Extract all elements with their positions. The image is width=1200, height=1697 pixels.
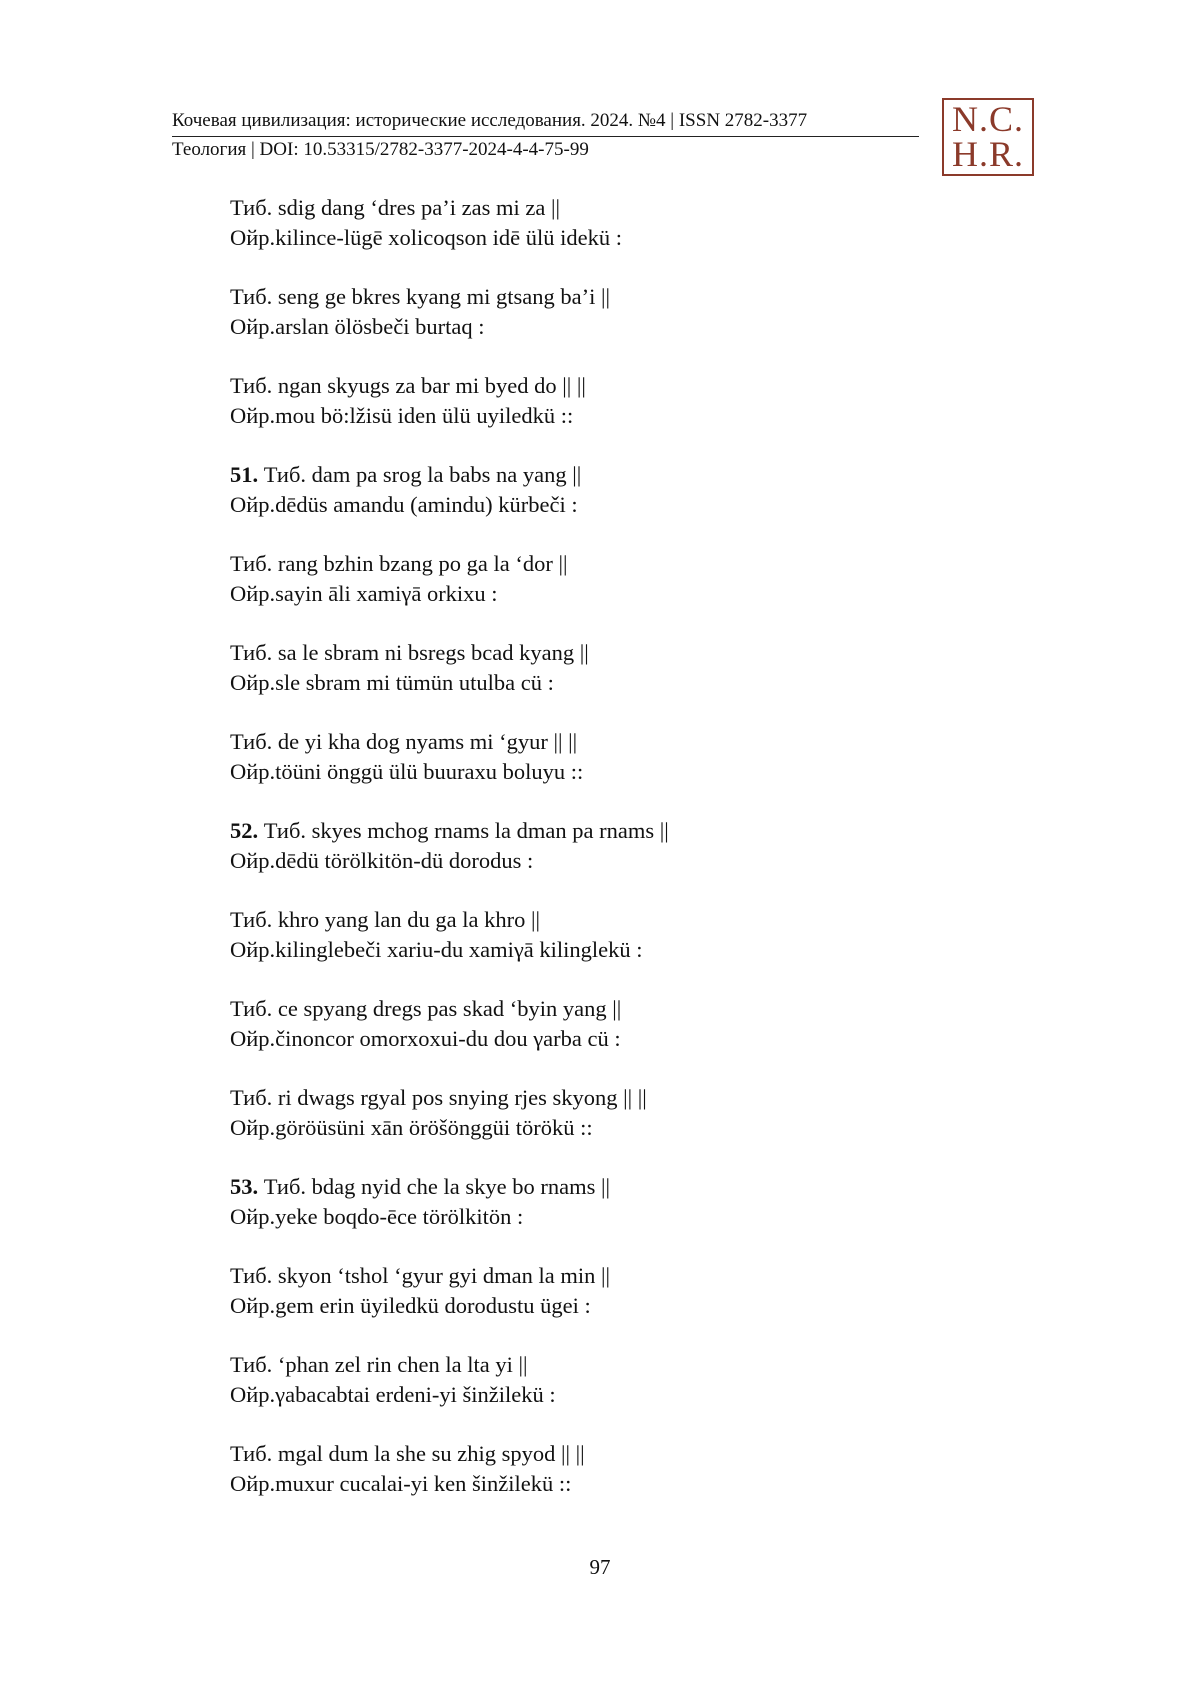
tibetan-line	[230, 193, 1050, 223]
oirat-line: Ойр.kilinglebeči xariu-du xamiγā kilinglekü :	[230, 936, 643, 962]
oirat-line: Ойр.kilince-lügē xolicoqson idē ülü idekü :	[230, 224, 622, 250]
tibetan-text: Тиб. de yi kha dog nyams mi ‘gyur || ||	[230, 729, 578, 754]
tibetan-line	[230, 1439, 1050, 1469]
stanza-number: 51.	[230, 462, 259, 487]
oirat-line: Ойр.mou bö:lžisü iden ülü uyiledkü ::	[230, 402, 574, 428]
tibetan-text: Тиб. ri dwags rgyal pos snying rjes skyong || ||	[230, 1085, 647, 1110]
tibetan-line	[230, 1261, 1050, 1291]
stanza	[230, 549, 1050, 638]
tibetan-line	[230, 994, 1050, 1024]
tibetan-line	[230, 371, 1050, 401]
oirat-line: Ойр.arslan ölösbeči burtaq :	[230, 313, 485, 339]
stanza	[230, 282, 1050, 371]
tibetan-text: Тиб. ce spyang dregs pas skad ‘byin yang ||	[230, 996, 622, 1021]
tibetan-line	[230, 638, 1050, 668]
stanza	[230, 371, 1050, 460]
section-doi: Теология | DOI: 10.53315/2782-3377-2024-4-4-75-99	[172, 139, 589, 160]
stanza	[230, 460, 1050, 549]
stanza	[230, 994, 1050, 1083]
stanza	[230, 193, 1050, 282]
journal-title: Кочевая цивилизация: исторические исследования. 2024. №4 | ISSN 2782-3377	[172, 108, 919, 137]
oirat-line: Ойр.činoncor omorxoxui-du dou γarba cü :	[230, 1025, 621, 1051]
tibetan-text: Тиб. skyon ‘tshol ‘gyur gyi dman la min ||	[230, 1263, 611, 1288]
stanza	[230, 816, 1050, 905]
tibetan-line	[230, 282, 1050, 312]
tibetan-line	[230, 549, 1050, 579]
tibetan-text: Тиб. khro yang lan du ga la khro ||	[230, 907, 540, 932]
oirat-line: Ойр.dēdü törölkitön-dü dorodus :	[230, 847, 534, 873]
stanza	[230, 1083, 1050, 1172]
tibetan-text: Тиб. dam pa srog la babs na yang ||	[258, 462, 582, 487]
stanza	[230, 1350, 1050, 1439]
tibetan-text: Тиб. ‘phan zel rin chen la lta yi ||	[230, 1352, 528, 1377]
tibetan-text: Тиб. skyes mchog rnams la dman pa rnams ||	[258, 818, 669, 843]
tibetan-line	[230, 905, 1050, 935]
tibetan-line	[230, 727, 1050, 757]
oirat-line: Ойр.göröüsüni xān öröšönggüi törökü ::	[230, 1114, 593, 1140]
oirat-line: Ойр.gem erin üyiledkü dorodustu ügei :	[230, 1292, 591, 1318]
oirat-line: Ойр.töüni önggü ülü buuraxu boluyu ::	[230, 758, 584, 784]
stanza	[230, 727, 1050, 816]
oirat-line: Ойр.sayin āli xamiγā orkixu :	[230, 580, 498, 606]
oirat-line: Ойр.γabacabtai erdeni-yi šinžilekü :	[230, 1381, 556, 1407]
stanza-number: 52.	[230, 818, 259, 843]
tibetan-line	[230, 1172, 1050, 1202]
logo-line-1: N.C.	[951, 99, 1024, 139]
tibetan-text: Тиб. mgal dum la she su zhig spyod || ||	[230, 1441, 585, 1466]
oirat-line: Ойр.muxur cucalai-yi ken šinžilekü ::	[230, 1470, 572, 1496]
tibetan-text: Тиб. seng ge bkres kyang mi gtsang ba’i ||	[230, 284, 610, 309]
tibetan-text: Тиб. sdig dang ‘dres pa’i zas mi za ||	[230, 195, 560, 220]
page-number: 97	[589, 1555, 611, 1579]
oirat-line: Ойр.dēdüs amandu (amindu) kürbeči :	[230, 491, 578, 517]
tibetan-line	[230, 1350, 1050, 1380]
tibetan-line	[230, 816, 1050, 846]
stanza	[230, 1172, 1050, 1261]
tibetan-text: Тиб. ngan skyugs za bar mi byed do || ||	[230, 373, 586, 398]
stanza-number: 53.	[230, 1174, 259, 1199]
tibetan-line	[230, 1083, 1050, 1113]
tibetan-line	[230, 460, 1050, 490]
oirat-line: Ойр.yeke boqdo-ēce törölkitön :	[230, 1203, 524, 1229]
running-header	[172, 108, 919, 163]
logo-line-2: H.R.	[951, 134, 1024, 174]
tibetan-text: Тиб. sa le sbram ni bsregs bcad kyang ||	[230, 640, 589, 665]
tibetan-text: Тиб. rang bzhin bzang po ga la ‘dor ||	[230, 551, 568, 576]
verse-list	[230, 193, 1050, 1528]
stanza	[230, 1439, 1050, 1528]
stanza	[230, 638, 1050, 727]
stanza	[230, 1261, 1050, 1350]
oirat-line: Ойр.sle sbram mi tümün utulba cü :	[230, 669, 554, 695]
stanza	[230, 905, 1050, 994]
journal-logo	[942, 98, 1034, 176]
tibetan-text: Тиб. bdag nyid che la skye bo rnams ||	[258, 1174, 610, 1199]
